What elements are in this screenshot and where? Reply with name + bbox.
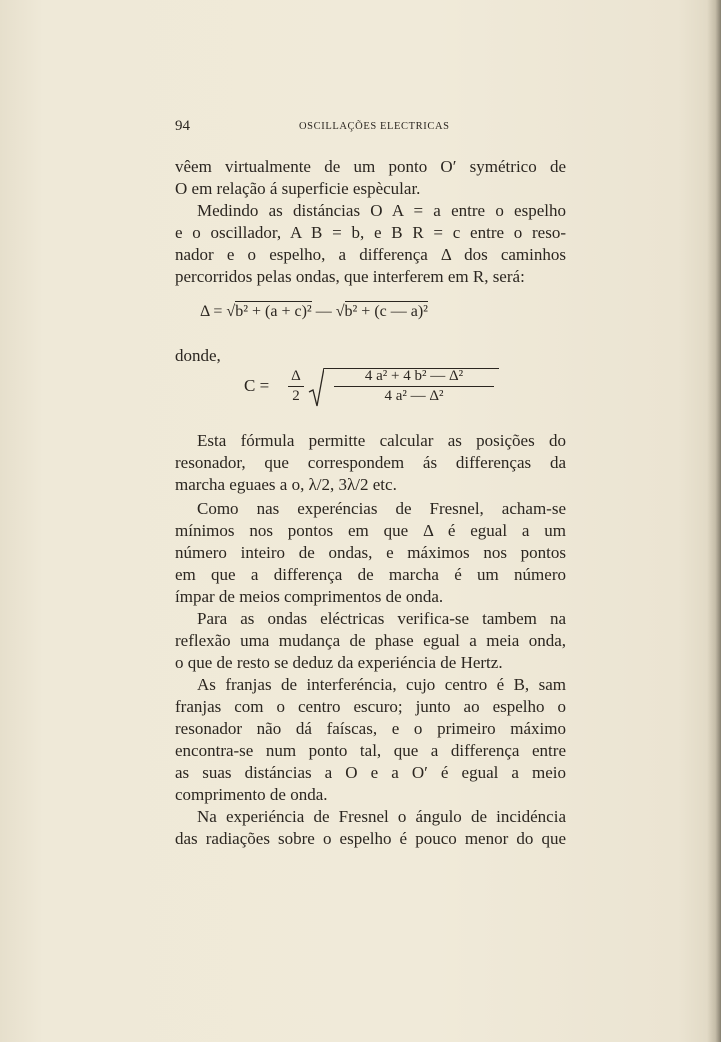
page-number: 94 [175,118,190,134]
text-line: e o oscillador, A B = b, e B R = c entre o reso- [175,223,566,242]
equation-delta [200,303,428,321]
text-line: percorridos pelas ondas, que interferem em R, será: [175,267,525,286]
text-line: vêem virtualmente de um ponto O′ symétrico de [175,157,566,176]
equation-delta-term2: b² + (c — a)² [344,303,428,320]
donde-label: donde, [175,346,221,365]
text-line: em que a differença de marcha é um número [175,565,566,584]
text-line: ímpar de meios comprimentos de onda. [175,587,444,606]
text-line: o que de resto se deduz da experiéncia de Hertz. [175,653,503,672]
text-line: franjas com o centro escuro; junto ao espelho o [175,697,566,716]
equation-delta-minus: — √ [311,303,345,320]
text-line: comprimento de onda. [175,785,328,804]
fraction-numerator: 4 a² + 4 b² — Δ² [364,368,464,384]
text-line: marcha eguaes a o, λ/2, 3λ/2 etc. [175,475,397,494]
fraction-denominator: 4 a² — Δ² [384,388,444,404]
fraction-delta-over-2 [288,368,304,405]
equation-c [244,366,504,416]
text-line: número inteiro de ondas, e máximos nos pontos [175,543,566,562]
text-line: O em relação á superficie espècular. [175,179,421,198]
fraction-bar [334,386,494,387]
text-line: Medindo as distáncias O A = a entre o espelho [197,201,566,220]
page-edge-shadow [707,0,721,1042]
text-line: nador e o espelho, a differença Δ dos caminhos [175,245,566,264]
radical-sign [308,368,324,408]
text-line: as suas distáncias a O e a O′ é egual a meio [175,763,566,782]
fraction-numerator: Δ [291,368,301,384]
equation-delta-term1: b² + (a + c)² [235,303,312,320]
text-line: encontra-se num ponto tal, que a differença entre [175,741,566,760]
fraction-denominator: 2 [292,388,300,404]
text-line: Esta fórmula permitte calcular as posições do [197,431,566,450]
text-line: As franjas de interferéncia, cujo centro é B, sam [197,675,566,694]
running-title: OSCILLAÇÕES ELECTRICAS [299,121,450,132]
equation-delta-lhs: Δ = √ [200,303,236,320]
text-line: Para as ondas eléctricas verifica-se tambem na [197,609,566,628]
text-line: mínimos nos pontos em que Δ é egual a um [175,521,566,540]
fraction-bar [288,386,304,387]
text-line: Na experiéncia de Fresnel o ángulo de incidéncia [197,807,566,826]
text-line: resonador, que correspondem ás differenças da [175,453,566,472]
text-line: Como nas experéncias de Fresnel, acham-se [197,499,566,518]
page-header [175,118,566,138]
text-line: resonador não dá faíscas, e o primeiro máximo [175,719,566,738]
fraction-radicand [334,368,494,405]
text-line: reflexão uma mudança de phase egual a meia onda, [175,631,566,650]
text-line: das radiações sobre o espelho é pouco menor do que [175,829,566,848]
equation-c-lhs: C = [244,376,270,395]
